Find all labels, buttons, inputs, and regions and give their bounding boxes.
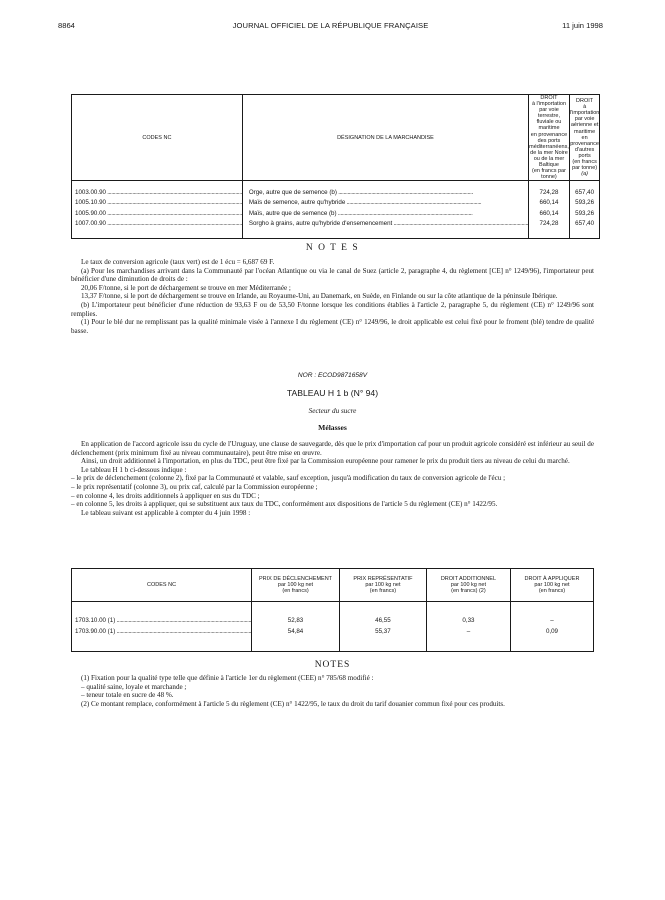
table-row: [72, 198, 600, 208]
table-row: [72, 209, 600, 219]
table-row: [72, 602, 594, 627]
column-header-codes: CODES NC: [72, 95, 243, 181]
sector-title: Secteur du sucre: [308, 407, 357, 415]
nc-code: 1703.10.00 (1) .....: [75, 617, 251, 624]
nc-code: 1005.10.90 .....: [75, 199, 242, 206]
notes-block: [71, 674, 594, 708]
column-header-droit-mediterranean: DROIT à l'importation par voie terrestre, fluviale ou maritime en provenance des ports méditerranéens, de la mer Noire ou de la mer Baltique (en francs par tonne): [529, 95, 569, 181]
droit-mediterranean-value: 724,28: [529, 181, 570, 199]
issue-date: 11 juin 1998: [562, 21, 603, 30]
notes-heading: N O T E S: [305, 243, 360, 253]
nc-code: 1005.90.00 .....: [75, 210, 242, 217]
nc-code: 1007.00.90 .....: [75, 220, 242, 227]
droit-mediterranean-value: 660,14: [529, 198, 570, 208]
note-paragraph: – teneur totale en sucre de 48 %.: [81, 691, 174, 700]
note-paragraph: (b) L'importateur peut bénéficier d'une réduction de 93,63 F ou de 53,50 F/tonne lorsque les conditions établies à l'article 2, paragraphe 5, du règlement (CE) n° 1249/96 sont remplies.: [71, 300, 594, 318]
running-header: [58, 21, 603, 33]
note-paragraph: 13,37 F/tonne, si le port de déchargement se trouve en Irlande, au Royaume-Uni, au Danemark, en Suède, en Finlande ou sur la côte atlantique de la péninsule Ibérique.: [81, 292, 558, 301]
additional-duty-value: 0,33: [426, 602, 510, 627]
section-body: [71, 440, 594, 517]
droit-other-ports-value: 593,26: [569, 198, 599, 208]
droit-mediterranean-value: 660,14: [529, 209, 570, 219]
applicable-duty-value: 0,09: [510, 627, 593, 652]
list-item: – le prix de déclenchement (colonne 2), fixé par la Communauté et valable, sauf exception, jusqu'à modification du taux de conversion agricole de l'écu ;: [71, 474, 506, 483]
subheading: Mélasses: [318, 423, 347, 432]
body-paragraph: Ainsi, un droit additionnel à l'importation, en plus du TDC, peut être fixé par la Commission européenne pour ramener le prix du produit tiers au niveau de celui du marché.: [81, 457, 570, 466]
table-header-row: [72, 569, 594, 602]
column-header-applicable-duty: DROIT À APPLIQUER par 100 kg net (en francs): [510, 569, 593, 602]
table-row: [72, 219, 600, 239]
column-header-trigger-price: PRIX DE DÉCLENCHEMENT par 100 kg net (en francs): [252, 569, 340, 602]
designation: Orge, autre que de semence (b) .....: [249, 189, 473, 196]
page-number: 8864: [58, 21, 75, 30]
column-header-additional-duty: DROIT ADDITIONNEL par 100 kg net (en francs) (2): [426, 569, 510, 602]
note-paragraph: (1) Fixation pour la qualité type telle que définie à l'article 1er du règlement (CEE) n° 785/68 modifié :: [81, 674, 374, 682]
note-paragraph: – qualité saine, loyale et marchande ;: [81, 682, 187, 691]
body-paragraph: Le tableau suivant est applicable à compter du 4 juin 1998 :: [81, 508, 251, 517]
designation: Maïs, autre que de semence (b) .....: [249, 210, 473, 217]
journal-title: JOURNAL OFFICIEL DE LA RÉPUBLIQUE FRANÇAISE: [232, 21, 429, 30]
additional-duty-value: –: [426, 627, 510, 652]
nc-code: 1003.00.90 .....: [75, 189, 242, 196]
representative-price-value: 46,55: [339, 602, 426, 627]
trigger-price-value: 52,83: [252, 602, 340, 627]
notes-block: [71, 258, 594, 335]
list-item: – le prix représentatif (colonne 3), ou prix caf, calculé par la Commission européenne ;: [71, 482, 318, 491]
column-header-designation: DÉSIGNATION DE LA MARCHANDISE: [242, 95, 528, 181]
trigger-price-value: 54,84: [252, 627, 340, 652]
designation: Maïs de semence, autre qu'hybride .....: [249, 199, 481, 206]
note-paragraph: Le taux de conversion agricole (taux vert) est de 1 écu = 6,687 69 F.: [81, 258, 275, 266]
column-header-droit-other-ports: DROIT à l'importation par voie aérienne et maritime en provenance d'autres ports (en francs par tonne) (a): [569, 95, 599, 181]
notes-heading: NOTES: [314, 660, 351, 670]
applicable-duty-value: –: [510, 602, 593, 627]
body-paragraph: Le tableau H 1 b ci-dessous indique :: [81, 465, 187, 474]
note-paragraph: (1) Pour le blé dur ne remplissant pas la qualité minimale visée à l'annexe I du règlement (CE) n° 1249/96, le droit applicable est celui fixé pour le froment (blé) tendre de qualité basse.: [71, 318, 594, 335]
droit-mediterranean-value: 724,28: [529, 219, 570, 239]
droit-other-ports-value: 657,40: [569, 181, 599, 199]
table-row: [72, 181, 600, 199]
note-paragraph: (2) Ce montant remplace, conformément à l'article 5 du règlement (CE) n° 1422/95, le taux du droit du tarif douanier commun fixé pour ces produits.: [81, 699, 505, 708]
molasses-duty-table: [71, 568, 594, 652]
droit-other-ports-value: 657,40: [569, 219, 599, 239]
droit-other-ports-value: 593,26: [569, 209, 599, 219]
body-paragraph: En application de l'accord agricole issu du cycle de l'Uruguay, une clause de sauvegarde, dès que le prix d'importation caf pour un produit agricole considéré est inférieur au seuil de déclenchement (prix minimum fixé au niveau communautaire), peut être mise en œuvre.: [71, 440, 594, 457]
table-title: TABLEAU H 1 b (N° 94): [286, 388, 379, 398]
table-header-row: [72, 95, 600, 181]
table-row: [72, 627, 594, 652]
note-paragraph: 20,06 F/tonne, si le port de déchargement se trouve en mer Méditerranée ;: [81, 283, 291, 292]
representative-price-value: 55,37: [339, 627, 426, 652]
column-header-representative-price: PRIX REPRÉSENTATIF par 100 kg net (en francs): [339, 569, 426, 602]
list-item: – en colonne 5, les droits à appliquer, qui se substituent aux taux du TDC, conformément aux dispositions de l'article 5 du règlement (CE) n° 1422/95.: [71, 500, 498, 509]
list-item: – en colonne 4, les droits additionnels à appliquer en sus du TDC ;: [71, 491, 260, 500]
nor-reference: NOR : ECOD9871658V: [297, 372, 368, 379]
designation: Sorgho à grains, autre qu'hybride d'ensemencement .....: [249, 220, 528, 227]
nc-code: 1703.90.00 (1) .....: [75, 628, 251, 635]
note-paragraph: (a) Pour les marchandises arrivant dans la Communauté par l'océan Atlantique ou via le canal de Suez (article 2, paragraphe 4, du règlement [CE] n° 1249/96), l'importateur peut bénéficier d'une diminution de droits de :: [71, 266, 594, 284]
column-header-codes: CODES NC: [72, 569, 252, 602]
cereals-duty-table: [71, 94, 600, 239]
